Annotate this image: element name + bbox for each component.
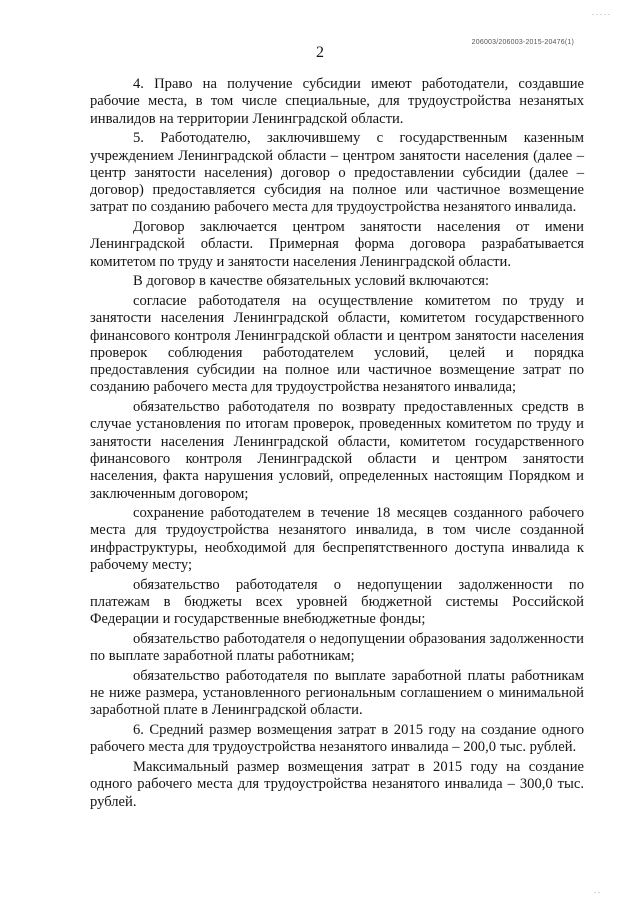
document-reference-code: 206003/206003-2015-20476(1) (471, 39, 574, 46)
paragraph-item-5: 5. Работодателю, заключившему с государственным казенным учреждением Ленинградской области – центром занятости населения (далее – центр занятости населения) договор о предоставлении субсидии (далее – договор) предоставляется субсидия на полное или частичное возмещение затрат по созданию рабочего места для трудоустройства незанятого инвалида. (90, 130, 584, 216)
document-body (90, 76, 584, 813)
paragraph-condition-no-tax-debt: обязательство работодателя о недопущении задолженности по платежам в бюджеты всех уровней бюджетной системы Российской Федерации и государственные внебюджетные фонды; (90, 576, 584, 628)
scan-specks-bottom-right: . . (594, 886, 600, 895)
paragraph-condition-no-wage-debt: обязательство работодателя о недопущении образования задолженности по выплате заработной платы работникам; (90, 630, 584, 665)
paragraph-contract-concluded: Договор заключается центром занятости населения от имени Ленинградской области. Примерная форма договора разрабатывается комитетом по труду и занятости населения Ленинградской области. (90, 219, 584, 270)
paragraph-item-4: 4. Право на получение субсидии имеют работодатели, создавшие рабочие места, в том числе специальные, для трудоустройства незанятых инвалидов на территории Ленинградской области. (90, 76, 584, 127)
paragraph-condition-minimum-wage: обязательство работодателя по выплате заработной платы работникам не ниже размера, установленного региональным соглашением о минимальной заработной плате в Ленинградской области. (90, 667, 584, 719)
scan-specks-top-right: . . . . . (592, 8, 610, 17)
page-number: 2 (316, 44, 324, 61)
paragraph-item-6-average: 6. Средний размер возмещения затрат в 2015 году на создание одного рабочего места для трудоустройства незанятого инвалида – 200,0 тыс. рублей. (90, 722, 584, 756)
paragraph-condition-refund: обязательство работодателя по возврату предоставленных средств в случае установления по итогам проверок, проведенных комитетом по труду и занятости населения Ленинградской области, комитетом государственного финансового контроля Ленинградской области и центром занятости населения, факта нарушения условий, определенных настоящим Порядком и заключенным договором; (90, 399, 584, 502)
paragraph-mandatory-conditions-intro: В договор в качестве обязательных условий включаются: (133, 273, 490, 290)
paragraph-condition-retention: сохранение работодателем в течение 18 месяцев созданного рабочего места для трудоустройства незанятого инвалида, в том числе созданной инфраструктуры, необходимой для беспрепятственного доступа инвалида к рабочему месту; (90, 505, 584, 574)
paragraph-condition-consent: согласие работодателя на осуществление комитетом по труду и занятости населения Ленинградской области, комитетом государственного финансового контроля Ленинградской области и центром занятости населения проверок соблюдения работодателем условий, целей и порядка предоставления субсидии на полное или частичное возмещение затрат по созданию рабочего места для трудоустройства незанятого инвалида; (90, 292, 584, 396)
paragraph-maximum-reimbursement: Максимальный размер возмещения затрат в 2015 году на создание одного рабочего места для трудоустройства незанятого инвалида – 300,0 тыс. рублей. (90, 759, 584, 810)
